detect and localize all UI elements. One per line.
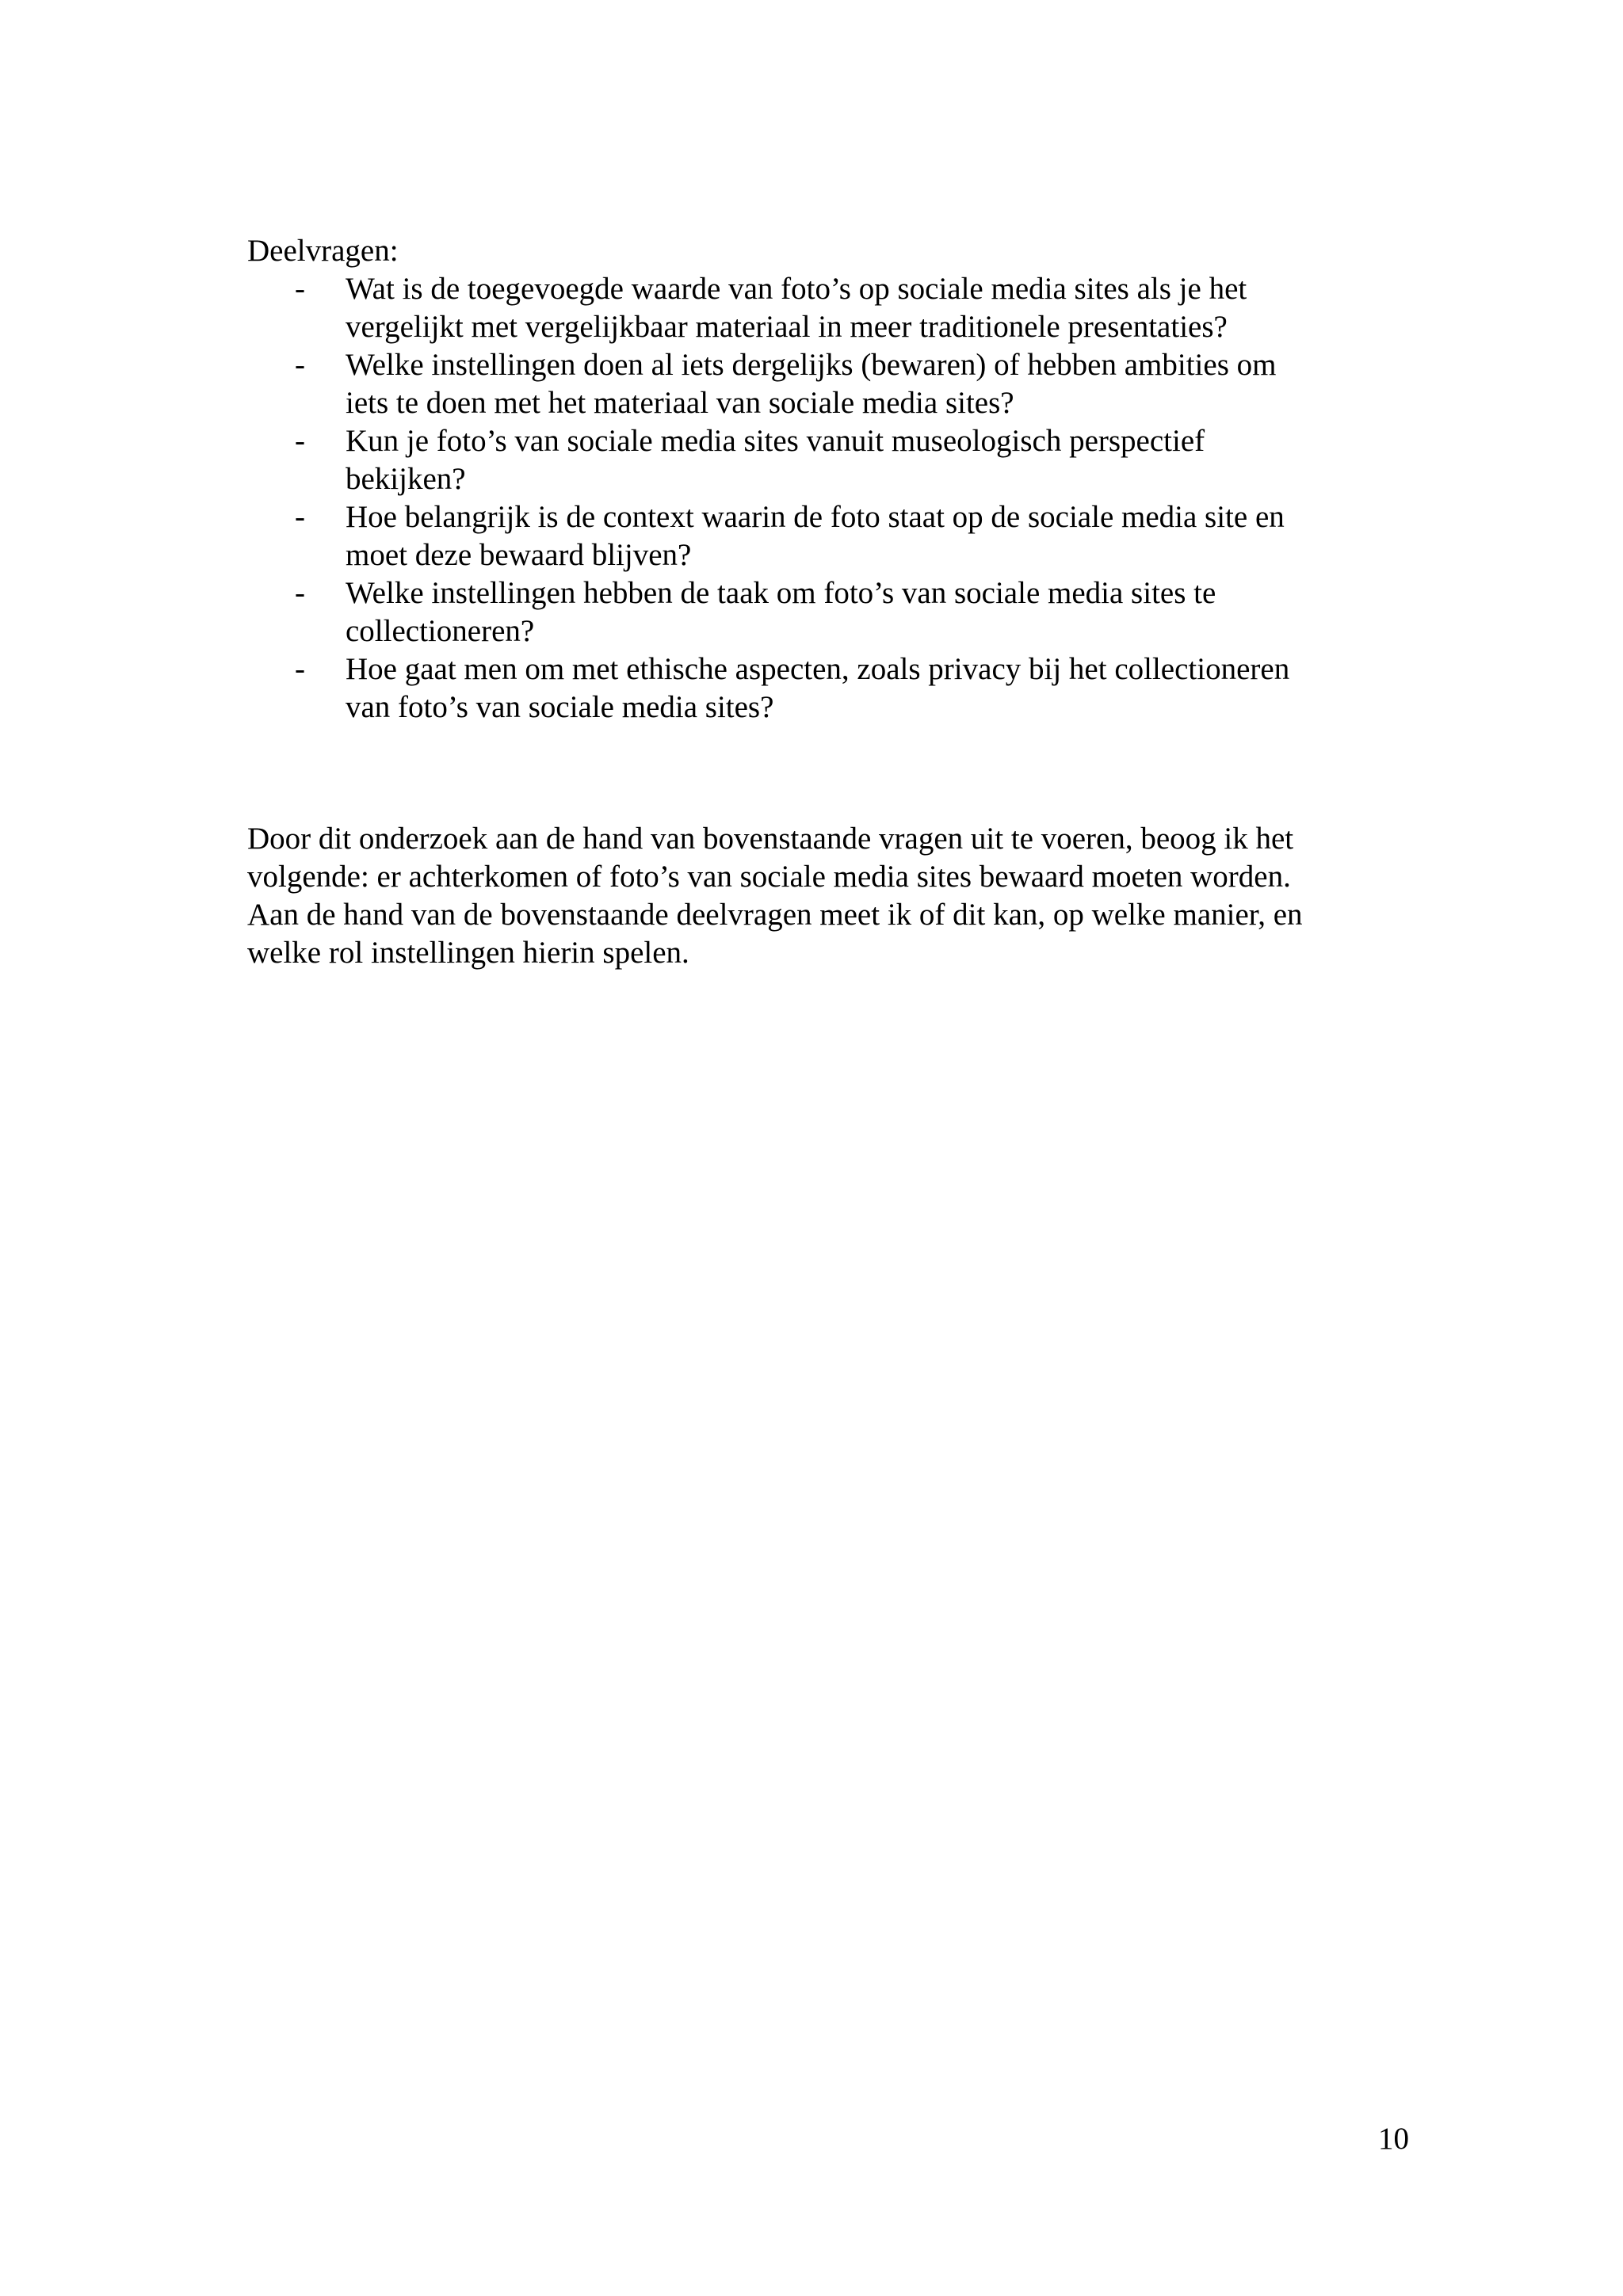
question-line: Welke instellingen hebben de taak om foto’s van sociale media sites te <box>346 576 1216 610</box>
question-line: Hoe gaat men om met ethische aspecten, zoals privacy bij het collectioneren <box>346 652 1290 686</box>
question-line: iets te doen met het materiaal van sociale media sites? <box>346 386 1014 420</box>
page-number: 10 <box>1378 2122 1409 2156</box>
list-item <box>247 498 1404 574</box>
question-line: bekijken? <box>346 462 466 496</box>
section-heading: Deelvragen: <box>247 234 399 268</box>
list-item <box>247 422 1404 498</box>
bullet-dash: - <box>295 272 305 306</box>
bullet-dash: - <box>295 652 305 686</box>
page-content <box>247 232 1404 972</box>
summary-line: Door dit onderzoek aan de hand van bovenstaande vragen uit te voeren, beoog ik het <box>247 822 1294 856</box>
list-item <box>247 650 1404 727</box>
question-line: vergelijkt met vergelijkbaar materiaal in meer traditionele presentaties? <box>346 310 1228 344</box>
summary-paragraph <box>247 820 1404 972</box>
list-item <box>247 574 1404 650</box>
bullet-dash: - <box>295 500 305 534</box>
question-line: Wat is de toegevoegde waarde van foto’s op sociale media sites als je het <box>346 272 1247 306</box>
question-line: moet deze bewaard blijven? <box>346 538 692 572</box>
bullet-dash: - <box>295 348 305 382</box>
bullet-dash: - <box>295 576 305 610</box>
question-line: Welke instellingen doen al iets dergelijks (bewaren) of hebben ambities om <box>346 348 1277 382</box>
question-line: collectioneren? <box>346 614 535 648</box>
summary-line: Aan de hand van de bovenstaande deelvragen meet ik of dit kan, op welke manier, en <box>247 898 1303 932</box>
bullet-dash: - <box>295 424 305 458</box>
list-item <box>247 270 1404 346</box>
sub-questions-list <box>247 270 1404 727</box>
question-line: van foto’s van sociale media sites? <box>346 690 774 724</box>
summary-line: welke rol instellingen hierin spelen. <box>247 936 689 970</box>
list-item <box>247 346 1404 422</box>
question-line: Kun je foto’s van sociale media sites vanuit museologisch perspectief <box>346 424 1205 458</box>
question-line: Hoe belangrijk is de context waarin de foto staat op de sociale media site en <box>346 500 1285 534</box>
summary-line: volgende: er achterkomen of foto’s van sociale media sites bewaard moeten worden. <box>247 860 1291 894</box>
